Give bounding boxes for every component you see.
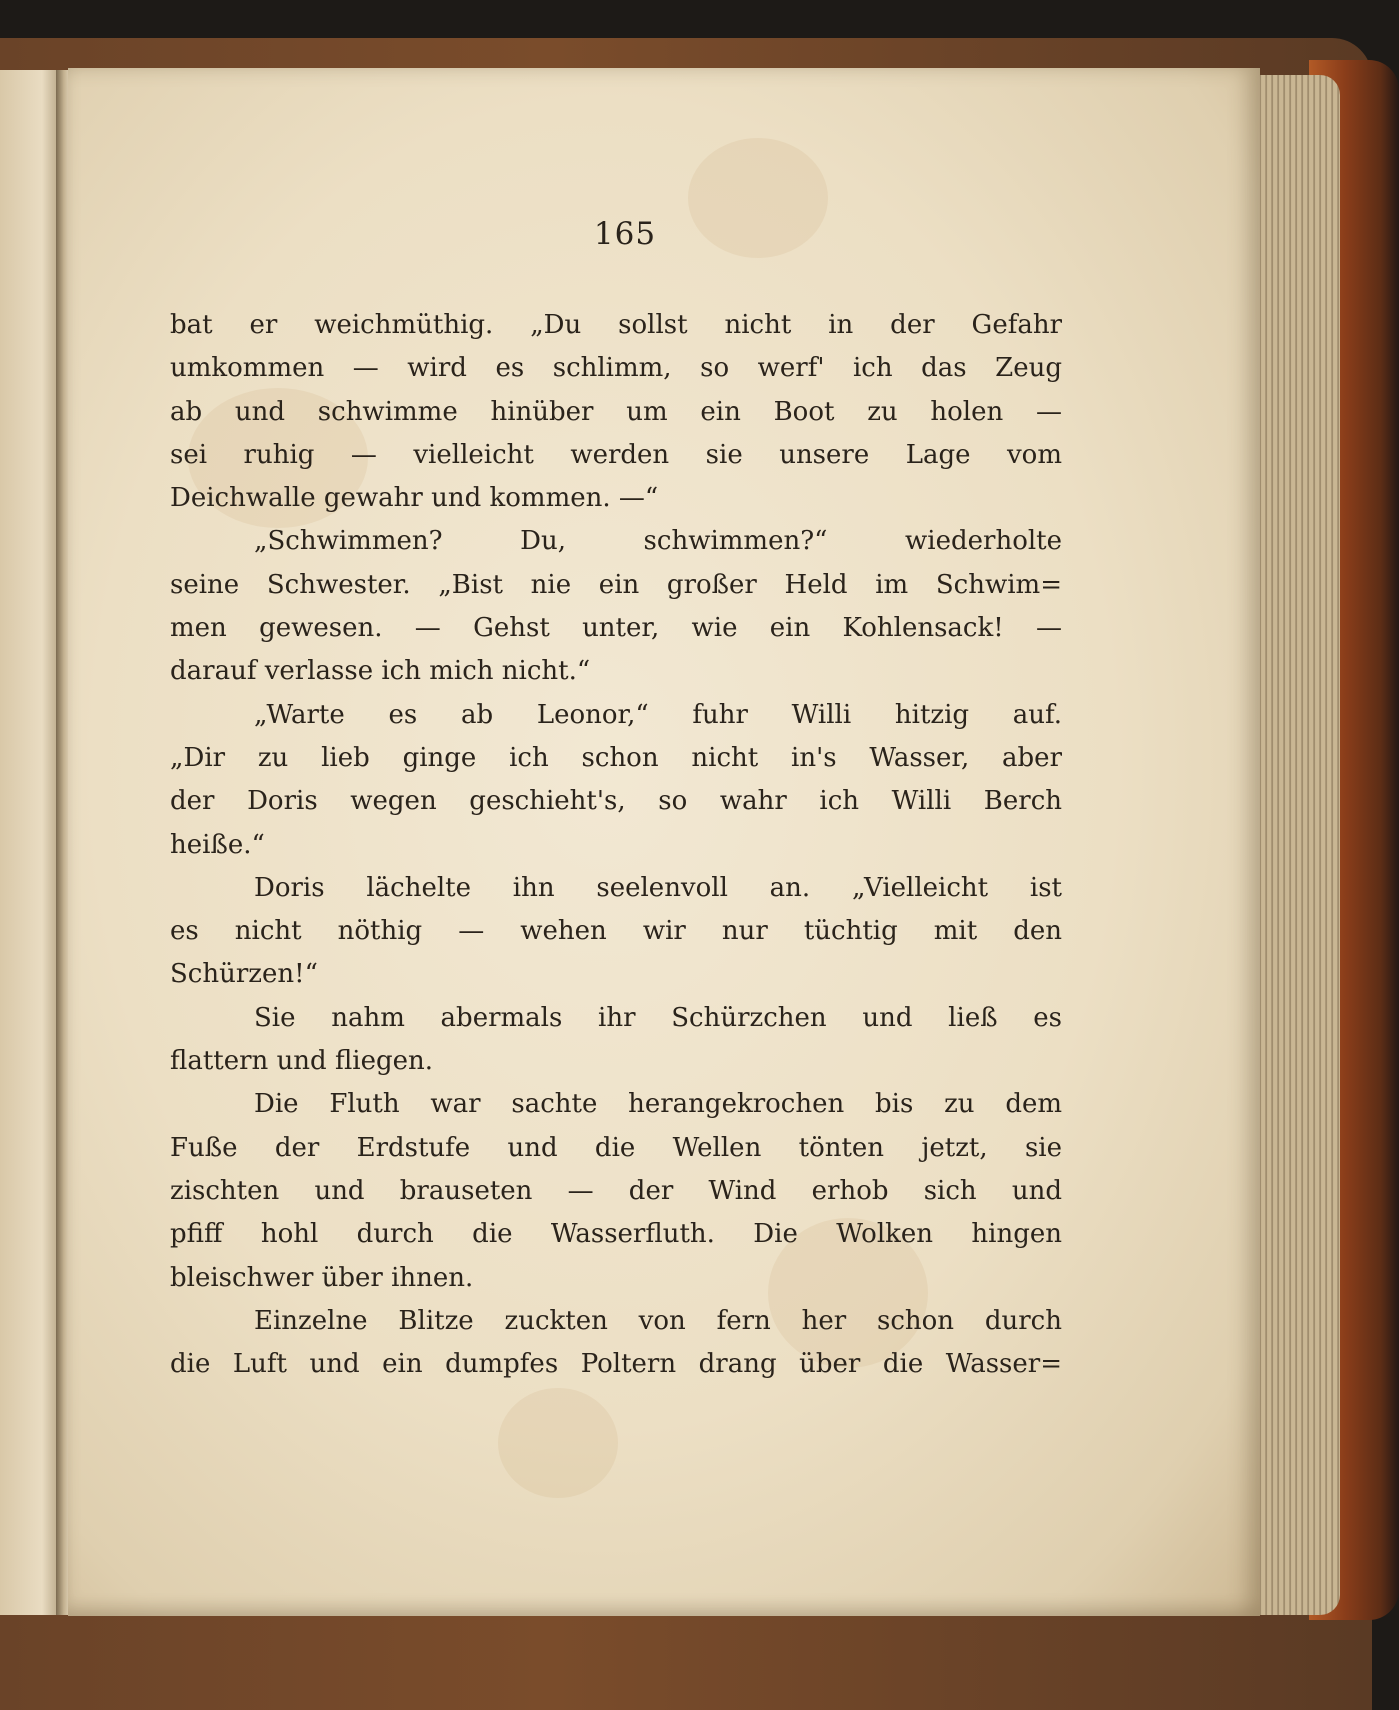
- text-line: heiße.“: [170, 829, 265, 860]
- text-line: Doris lächelte ihn seelenvoll an. „Vielleicht ist: [254, 872, 1062, 903]
- text-line: darauf verlasse ich mich nicht.“: [170, 656, 591, 687]
- text-line: „Warte es ab Leonor,“ fuhr Willi hitzig auf.: [254, 699, 1062, 730]
- text-line: zischten und brauseten — der Wind erhob sich und: [170, 1175, 1062, 1206]
- text-line: pfiff hohl durch die Wasserfluth. Die Wolken hingen: [170, 1219, 1062, 1250]
- text-line: Einzelne Blitze zuckten von fern her schon durch: [254, 1305, 1062, 1336]
- text-line: men gewesen. — Gehst unter, wie ein Kohlensack! —: [170, 613, 1062, 644]
- text-line: die Luft und ein dumpfes Poltern drang über die Wasser=: [170, 1349, 1062, 1380]
- text-line: bleischwer über ihnen.: [170, 1262, 474, 1293]
- left-page: [0, 70, 60, 1615]
- text-line: Schürzen!“: [170, 959, 318, 990]
- text-line: Die Fluth war sachte herangekrochen bis zu dem: [254, 1089, 1062, 1120]
- text-line: Deichwalle gewahr und kommen. —“: [170, 483, 659, 514]
- page-stack: [1250, 75, 1340, 1615]
- text-line: sei ruhig — vielleicht werden sie unsere Lage vom: [170, 439, 1062, 470]
- text-line: „Dir zu lieb ginge ich schon nicht in's Wasser, aber: [170, 742, 1062, 773]
- body-text: [170, 304, 1062, 1386]
- page-number: 165: [593, 216, 657, 252]
- paper-stain: [498, 1388, 618, 1498]
- text-line: der Doris wegen geschieht's, so wahr ich Willi Berch: [170, 786, 1062, 817]
- text-line: Fuße der Erdstufe und die Wellen tönten jetzt, sie: [170, 1132, 1062, 1163]
- text-line: seine Schwester. „Bist nie ein großer Held im Schwim=: [170, 569, 1062, 600]
- text-line: Sie nahm abermals ihr Schürzchen und ließ es: [254, 1002, 1062, 1033]
- text-line: ab und schwimme hinüber um ein Boot zu holen —: [170, 396, 1062, 427]
- text-line: bat er weichmüthig. „Du sollst nicht in der Gefahr: [170, 310, 1062, 340]
- text-line: umkommen — wird es schlimm, so werf' ich das Zeug: [170, 353, 1062, 384]
- text-line: „Schwimmen? Du, schwimmen?“ wiederholte: [254, 526, 1062, 557]
- text-line: es nicht nöthig — wehen wir nur tüchtig mit den: [170, 916, 1062, 947]
- text-line: flattern und fliegen.: [170, 1046, 434, 1077]
